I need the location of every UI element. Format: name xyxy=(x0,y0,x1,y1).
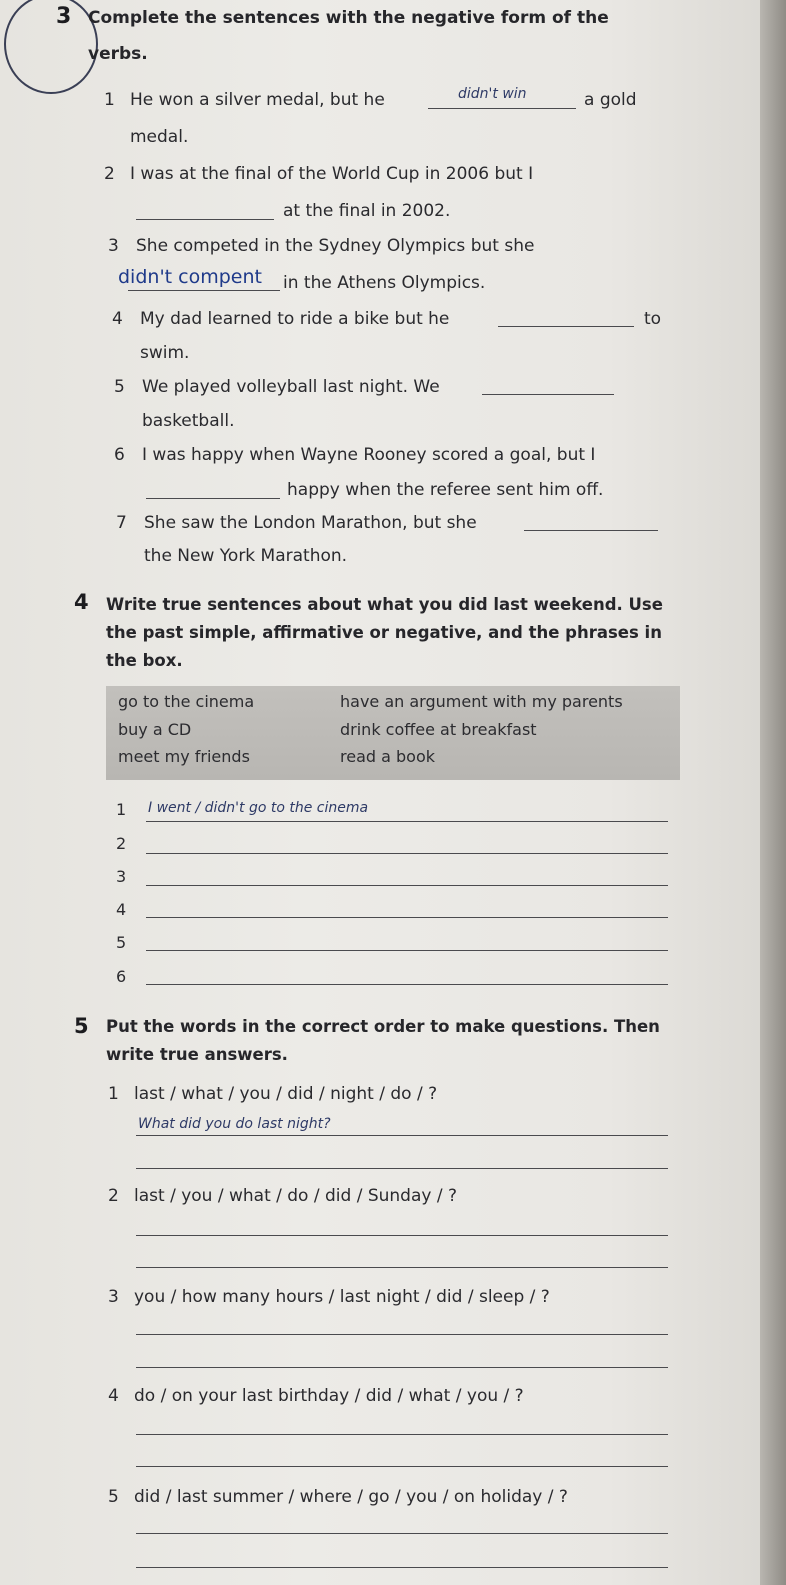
phrase-right-1: have an argument with my parents xyxy=(340,692,623,711)
phrase-left-1: go to the cinema xyxy=(118,692,255,711)
ex3-item-7-continuation: the New York Marathon. xyxy=(144,546,348,566)
phrase-left-2: buy a CD xyxy=(118,720,192,739)
ex3-item-2-text: I was at the final of the World Cup in 2006 but I xyxy=(130,164,534,184)
ex5-item-4-question-line[interactable] xyxy=(136,1433,668,1435)
ex5-item-5-question-line[interactable] xyxy=(136,1532,668,1534)
exercise-4-instruction-line-3: the box. xyxy=(106,651,183,670)
ex4-answer-2-number: 2 xyxy=(116,834,127,853)
ex3-item-6-blank[interactable] xyxy=(146,478,280,499)
ex3-item-2-number: 2 xyxy=(104,164,115,184)
ex5-item-3-question-line[interactable] xyxy=(136,1333,668,1335)
phrase-box xyxy=(106,686,680,780)
exercise-5-instruction-line-2: write true answers. xyxy=(106,1045,288,1064)
exercise-3-instruction-line-1: Complete the sentences with the negative form of the xyxy=(88,8,609,28)
hand-drawn-circle xyxy=(4,0,98,94)
ex5-item-2-prompt: last / you / what / do / did / Sunday / ? xyxy=(134,1186,457,1206)
exercise-4-instruction-line-1: Write true sentences about what you did last weekend. Use xyxy=(106,595,663,614)
ex4-answer-1-handwriting: I went / didn't go to the cinema xyxy=(148,800,369,816)
ex3-item-1-answer: didn't win xyxy=(458,86,527,102)
ex5-item-1-prompt: last / what / you / did / night / do / ? xyxy=(134,1084,438,1104)
ex5-item-3-prompt: you / how many hours / last night / did / sleep / ? xyxy=(134,1287,550,1307)
ex5-item-2-answer-line[interactable] xyxy=(136,1266,668,1268)
ex3-item-4-blank[interactable] xyxy=(498,306,634,327)
ex5-item-1-number: 1 xyxy=(108,1084,119,1104)
exercise-3-number: 3 xyxy=(56,4,72,29)
ex5-item-5-number: 5 xyxy=(108,1487,119,1507)
ex3-item-5-text: We played volleyball last night. We xyxy=(142,377,440,397)
ex3-item-4-text-after: to xyxy=(644,309,662,329)
ex3-item-1-text-after: a gold xyxy=(584,90,637,110)
phrase-right-3: read a book xyxy=(340,747,436,766)
ex3-item-5-blank[interactable] xyxy=(482,374,614,395)
ex4-answer-6-line[interactable] xyxy=(146,983,668,985)
ex3-item-5-continuation: basketball. xyxy=(142,411,235,431)
exercise-3-instruction-line-2: verbs. xyxy=(88,44,148,64)
exercise-5-number: 5 xyxy=(74,1014,89,1038)
ex4-answer-6-number: 6 xyxy=(116,967,127,986)
ex3-item-1-number: 1 xyxy=(104,90,115,110)
ex4-answer-4-line[interactable] xyxy=(146,916,668,918)
ex5-item-3-number: 3 xyxy=(108,1287,119,1307)
exercise-4-instruction-line-2: the past simple, affirmative or negative, and the phrases in xyxy=(106,623,662,642)
ex3-item-7-number: 7 xyxy=(116,513,127,533)
page-edge xyxy=(760,0,786,1585)
ex5-item-4-number: 4 xyxy=(108,1386,119,1406)
ex4-answer-3-line[interactable] xyxy=(146,884,668,886)
ex5-item-2-number: 2 xyxy=(108,1186,119,1206)
ex4-answer-2-line[interactable] xyxy=(146,852,668,854)
ex3-item-3-text: She competed in the Sydney Olympics but she xyxy=(136,236,535,256)
ex5-item-4-prompt: do / on your last birthday / did / what / you / ? xyxy=(134,1386,524,1406)
ex5-item-5-answer-line[interactable] xyxy=(136,1566,668,1568)
ex3-item-3-number: 3 xyxy=(108,236,119,256)
ex4-answer-5-line[interactable] xyxy=(146,949,668,951)
phrase-right-2: drink coffee at breakfast xyxy=(340,720,537,739)
ex3-item-6-text: I was happy when Wayne Rooney scored a goal, but I xyxy=(142,445,596,465)
ex3-item-2-text-after: at the final in 2002. xyxy=(283,201,451,221)
ex3-item-7-blank[interactable] xyxy=(524,510,658,531)
ex5-item-1-answer-line[interactable] xyxy=(136,1167,668,1169)
ex4-answer-1-line[interactable] xyxy=(146,820,668,822)
phrase-left-3: meet my friends xyxy=(118,747,250,766)
ex3-item-3-answer: didn't compent xyxy=(118,266,262,288)
ex3-item-4-number: 4 xyxy=(112,309,123,329)
ex3-item-3-text-after: in the Athens Olympics. xyxy=(283,273,486,293)
ex5-item-1-answer: What did you do last night? xyxy=(138,1116,331,1132)
ex5-item-4-answer-line[interactable] xyxy=(136,1465,668,1467)
ex3-item-6-text-after: happy when the referee sent him off. xyxy=(287,480,604,500)
exercise-4-number: 4 xyxy=(74,590,89,614)
ex3-item-1-continuation: medal. xyxy=(130,127,189,147)
ex4-answer-4-number: 4 xyxy=(116,900,127,919)
ex4-answer-3-number: 3 xyxy=(116,867,127,886)
ex3-item-7-text: She saw the London Marathon, but she xyxy=(144,513,477,533)
ex3-item-4-continuation: swim. xyxy=(140,343,190,363)
ex3-item-5-number: 5 xyxy=(114,377,125,397)
ex3-item-4-text: My dad learned to ride a bike but he xyxy=(140,309,450,329)
exercise-5-instruction-line-1: Put the words in the correct order to make questions. Then xyxy=(106,1017,660,1036)
ex3-item-6-number: 6 xyxy=(114,445,125,465)
ex5-item-1-question-line[interactable] xyxy=(136,1134,668,1136)
ex4-answer-5-number: 5 xyxy=(116,933,127,952)
ex5-item-3-answer-line[interactable] xyxy=(136,1366,668,1368)
ex5-item-5-prompt: did / last summer / where / go / you / on holiday / ? xyxy=(134,1487,568,1507)
ex3-item-1-text: He won a silver medal, but he xyxy=(130,90,385,110)
ex3-item-2-blank[interactable] xyxy=(136,199,274,220)
ex5-item-2-question-line[interactable] xyxy=(136,1234,668,1236)
ex4-answer-1-number: 1 xyxy=(116,800,127,819)
